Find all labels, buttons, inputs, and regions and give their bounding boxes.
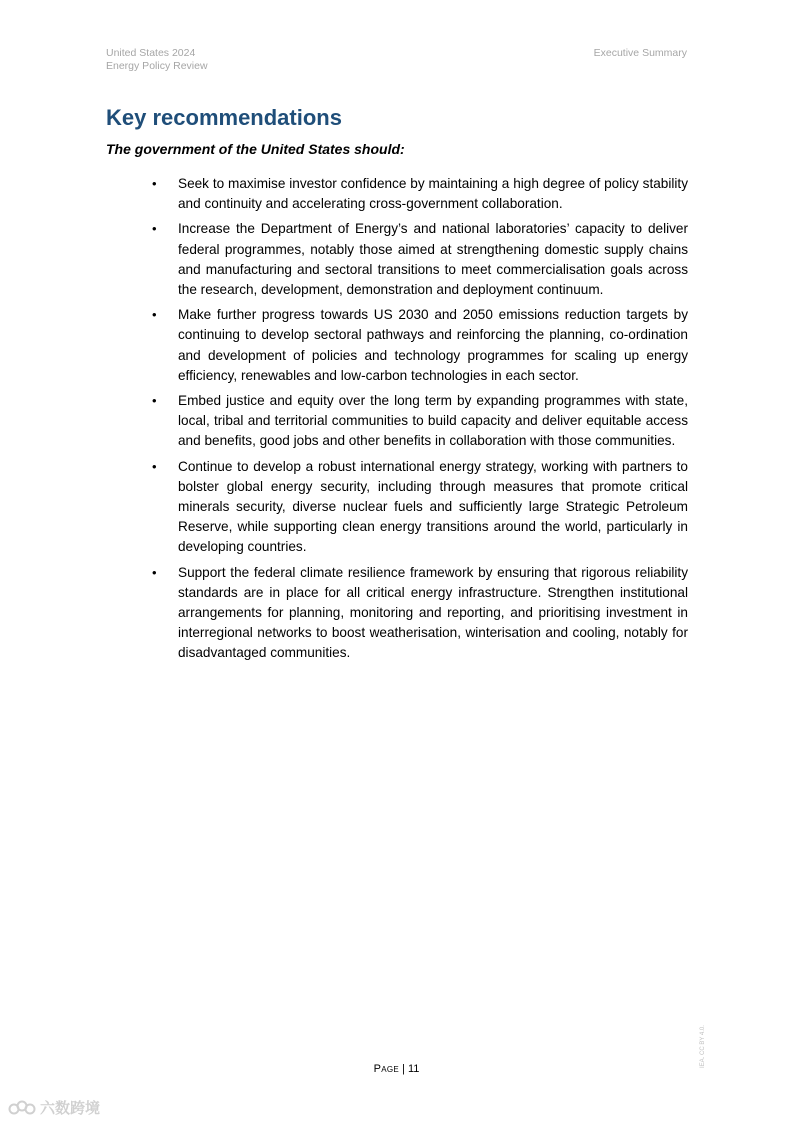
watermark — [8, 1097, 100, 1118]
bullet-icon: • — [152, 307, 157, 323]
page-footer — [0, 1062, 793, 1076]
watermark-text: 六数跨境 — [40, 1100, 101, 1117]
recommendation-item — [150, 219, 688, 300]
page-label: Page — [373, 1063, 400, 1075]
bullet-icon: • — [152, 564, 157, 580]
recommendation-item — [150, 305, 688, 386]
recommendation-item — [150, 174, 688, 214]
page-separator: | — [402, 1063, 405, 1075]
bullet-icon: • — [152, 393, 157, 409]
recommendation-text: Seek to maximise investor confidence by maintaining a high degree of policy stability and continuity and accelerating cross-government collaboration. — [178, 176, 688, 212]
recommendation-item — [150, 563, 688, 664]
recommendation-text: Continue to develop a robust international energy strategy, working with partners to bolster global energy security, including through measures that promote critical minerals security, diverse nuclear fuels and sufficiently large Strategic Petroleum Reserve, while supporting clean energy transitions around the world, particularly in developing countries. — [178, 458, 688, 555]
recommendation-item — [150, 391, 688, 452]
bullet-icon: • — [152, 221, 157, 237]
watermark-logo-icon — [8, 1099, 36, 1117]
recommendation-text: Support the federal climate resilience framework by ensuring that rigorous reliability standards are in place for all critical energy infrastructure. Strengthen institutional arrangements for planning, monitoring and reporting, and prioritising investment in interregional networks to boost weatherisation, winterisation and cooling, notably for disadvantaged communities. — [178, 564, 688, 661]
header-report-year: United States 2024 — [106, 47, 196, 59]
section-title: Key recommendations — [106, 105, 342, 130]
recommendation-text: Make further progress towards US 2030 and 2050 emissions reduction targets by continuing to develop sectoral pathways and reinforcing the planning, co-ordination and development of policies and technology programmes for scaling up energy efficiency, renewables and low-carbon technologies in each sector. — [178, 307, 688, 383]
recommendations-list — [150, 174, 688, 669]
header-report-name: Energy Policy Review — [106, 60, 208, 72]
license-note: IEA. CC BY 4.0. — [700, 1025, 706, 1068]
recommendation-text: Embed justice and equity over the long term by expanding programmes with state, local, tribal and territorial communities to build capacity and deliver equitable access and benefits, good jobs and other benefits in collaboration with those communities. — [178, 393, 688, 449]
page-number: 11 — [408, 1063, 420, 1075]
running-header-left — [106, 47, 208, 73]
running-header-right: Executive Summary — [593, 47, 687, 59]
bullet-icon: • — [152, 458, 157, 474]
bullet-icon: • — [152, 176, 157, 191]
recommendation-text: Increase the Department of Energy’s and national laboratories’ capacity to deliver federal programmes, notably those aimed at strengthening domestic supply chains and manufacturing and sectoral transitions to meet commercialisation goals across the research, development, demonstration and deployment continuum. — [178, 221, 688, 298]
recommendation-item — [150, 457, 688, 558]
section-subtitle: The government of the United States should: — [106, 141, 405, 157]
